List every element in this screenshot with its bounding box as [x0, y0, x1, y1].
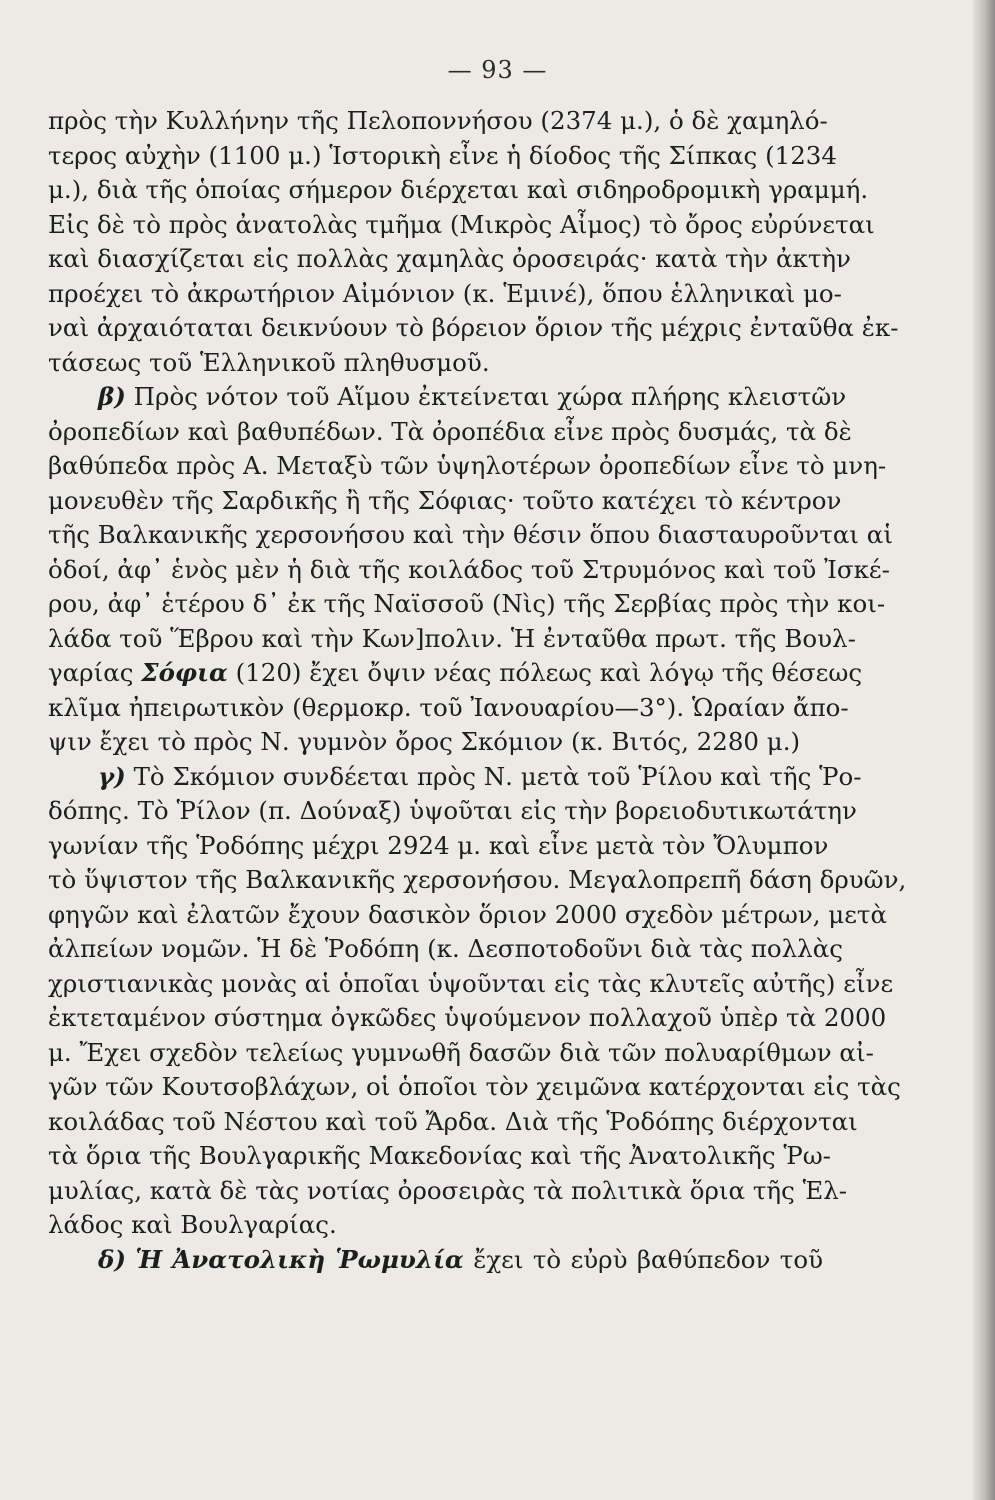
- text-line: πρὸς τὴν Κυλλήνην τῆς Πελοποννήσου (2374 μ.), ὁ δὲ χαμηλό-: [48, 106, 828, 135]
- text-line: τὸ ὕψιστον τῆς Βαλκανικῆς χερσονήσου. Μεγαλοπρεπῆ δάση δρυῶν,: [48, 865, 907, 894]
- text-line: ρου, ἀφ᾽ ἑτέρου δ᾽ ἐκ τῆς Ναϊσσοῦ (Νὶς) τῆς Σερβίας πρὸς τὴν κοι-: [48, 589, 886, 618]
- page-number: — 93 —: [447, 56, 548, 84]
- text-line: ἐκτεταμένον σύστημα ὀγκῶδες ὑψούμενον πολλαχοῦ ὑπὲρ τὰ 2000: [48, 1003, 887, 1032]
- section-marker-beta: β): [98, 382, 126, 411]
- text-line: (120) ἔχει ὄψιν νέας πόλεως καὶ λόγῳ τῆς θέσεως: [235, 658, 863, 687]
- paragraph-gamma: [48, 760, 862, 795]
- sofia-line: [48, 656, 863, 691]
- text-line: μ. Ἔχει σχεδὸν τελείως γυμνωθῆ δασῶν διὰ τῶν πολυαρίθμων αἰ-: [48, 1037, 874, 1067]
- text-line: γῶν τῶν Κουτσοβλάχων, οἱ ὁποῖοι τὸν χειμῶνα κατέρχονται εἰς τὰς: [48, 1072, 901, 1101]
- paragraph-beta: [48, 380, 847, 415]
- text-line: λάδος καὶ Βουλγαρίας.: [48, 1210, 337, 1239]
- paragraph-delta: [48, 1243, 823, 1278]
- text-line: ὀροπεδίων καὶ βαθυπέδων. Τὰ ὀροπέδια εἶνε πρὸς δυσμάς, τὰ δὲ: [48, 416, 852, 446]
- text-line: καὶ διασχίζεται εἰς πολλὰς χαμηλὰς ὀροσειράς· κατὰ τὴν ἀκτὴν: [48, 244, 851, 273]
- text-line: κλῖμα ἠπειρωτικὸν (θερμοκρ. τοῦ Ἰανουαρίου—3°). Ὡραίαν ἄπο-: [48, 692, 849, 722]
- text-line: κοιλάδας τοῦ Νέστου καὶ τοῦ Ἄρδα. Διὰ τῆς Ῥοδόπης διέρχονται: [48, 1106, 858, 1136]
- text-line: μυλίας, κατὰ δὲ τὰς νοτίας ὀροσειρὰς τὰ πολιτικὰ ὅρια τῆς Ἑλ-: [48, 1175, 848, 1205]
- text-line: γωνίαν τῆς Ῥοδόπης μέχρι 2924 μ. καὶ εἶνε μετὰ τὸν Ὄλυμπον: [48, 830, 829, 860]
- text-line: τῆς Βαλκανικῆς χερσονήσου καὶ τὴν θέσιν ὅπου διασταυροῦνται αἱ: [48, 520, 893, 549]
- section-marker-gamma: γ): [98, 761, 126, 791]
- text-line: ψιν ἔχει τὸ πρὸς Ν. γυμνὸν ὄρος Σκόμιον (κ. Βιτός, 2280 μ.): [48, 727, 801, 756]
- text-line: ναὶ ἀρχαιόταται δεικνύουν τὸ βόρειον ὅριον τῆς μέχρις ἐνταῦθα ἐκ-: [48, 313, 899, 342]
- text-line: βαθύπεδα πρὸς Α. Μεταξὺ τῶν ὑψηλοτέρων ὀροπεδίων εἶνε τὸ μνη-: [48, 451, 887, 480]
- text-line: μονευθὲν τῆς Σαρδικῆς ἢ τῆς Σόφιας· τοῦτο κατέχει τὸ κέντρον: [48, 485, 842, 515]
- text-line: λάδα τοῦ Ἕβρου καὶ τὴν Κων]πολιν. Ἡ ἐνταῦθα πρωτ. τῆς Βουλ-: [48, 623, 856, 653]
- body-text: [48, 104, 907, 1277]
- page-edge-shadow: [973, 0, 995, 1500]
- text-line: ὁδοί, ἀφ᾽ ἑνὸς μὲν ἡ διὰ τῆς κοιλάδος τοῦ Στρυμόνος καὶ τοῦ Ἰσκέ-: [48, 554, 890, 584]
- text-line: τὰ ὅρια τῆς Βουλγαρικῆς Μακεδονίας καὶ τῆς Ἀνατολικῆς Ῥω-: [48, 1141, 831, 1170]
- text-line: προέχει τὸ ἀκρωτήριον Αἰμόνιον (κ. Ἑμινέ), ὅπου ἑλληνικαὶ μο-: [48, 278, 842, 308]
- text-line: Τὸ Σκόμιον συνδέεται πρὸς Ν. μετὰ τοῦ Ῥίλου καὶ τῆς Ῥο-: [133, 761, 862, 791]
- text-line: χριστιανικὰς μονὰς αἱ ὁποῖαι ὑψοῦνται εἰς τὰς κλυτεῖς αὐτῆς) εἶνε: [48, 968, 894, 998]
- text-line: τάσεως τοῦ Ἑλληνικοῦ πληθυσμοῦ.: [48, 347, 490, 377]
- text-line: μ.), διὰ τῆς ὁποίας σήμερον διέρχεται καὶ σιδηροδρομικὴ γραμμή.: [48, 175, 869, 204]
- text-line: Εἰς δὲ τὸ πρὸς ἀνατολὰς τμῆμα (Μικρὸς Αἶμος) τὸ ὄρος εὐρύνεται: [48, 209, 875, 239]
- text-line: ἔχει τὸ εὐρὺ βαθύπεδον τοῦ: [473, 1244, 823, 1274]
- text-line: γαρίας: [48, 658, 134, 687]
- section-marker-delta: δ): [98, 1244, 126, 1274]
- text-line: τερος αὐχὴν (1100 μ.) Ἱστορικὴ εἶνε ἡ δίοδος τῆς Σίπκας (1234: [48, 140, 837, 170]
- text-line: Πρὸς νότον τοῦ Αἵμου ἐκτείνεται χώρα πλήρης κλειστῶν: [133, 382, 847, 411]
- emphasis-sofia: Σόφια: [141, 658, 228, 687]
- text-line: ἀλπείων νομῶν. Ἡ δὲ Ῥοδόπη (κ. Δεσποτοδοῦνι διὰ τὰς πολλὰς: [48, 934, 843, 963]
- text-line: δόπης. Τὸ Ῥίλον (π. Δούναξ) ὑψοῦται εἰς τὴν βορειοδυτικωτάτην: [48, 796, 857, 825]
- emphasis-east-rumelia: Ἡ Ἀνατολικὴ Ῥωμυλία: [135, 1244, 464, 1274]
- text-line: φηγῶν καὶ ἐλατῶν ἔχουν δασικὸν ὅριον 2000 σχεδὸν μέτρων, μετὰ: [48, 899, 888, 929]
